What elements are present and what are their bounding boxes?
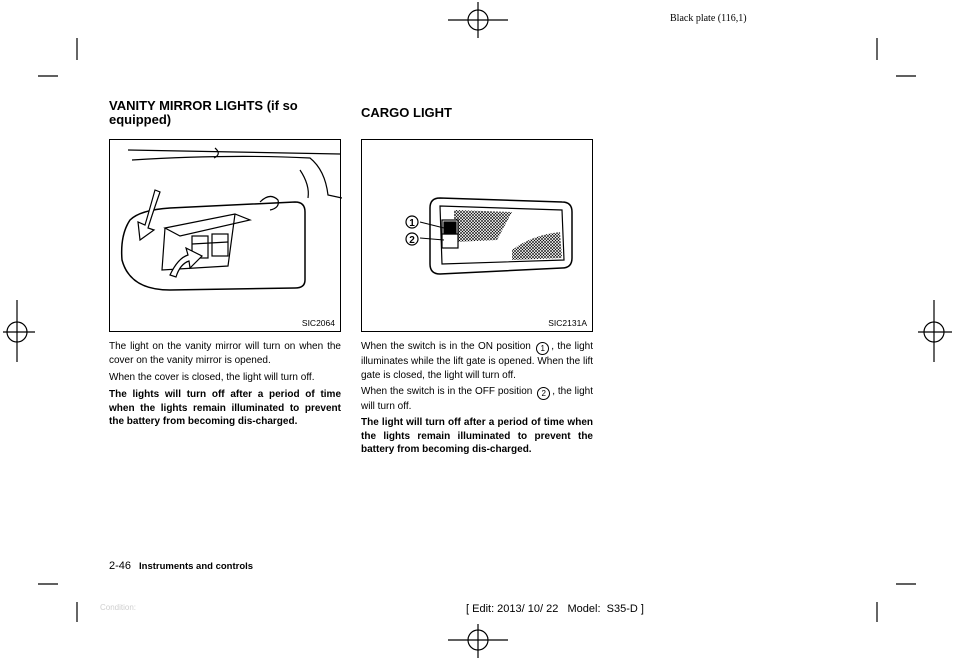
page-number: 2-46 xyxy=(109,560,132,572)
cargo-warning: The light will turn off after a period of time when the lights remain illuminated to prevent the battery from becoming dis-charged. xyxy=(361,417,593,455)
cargo-figure-code: SIC2131A xyxy=(548,318,587,328)
vanity-mirror-illustration xyxy=(110,140,342,333)
plate-label: Black plate (116,1) xyxy=(670,13,747,24)
cargo-p1-end: , the light illuminates while the lift gate is opened. When the lift gate is closed, the light will turn off. xyxy=(361,341,593,381)
vanity-heading: VANITY MIRROR LIGHTS (if so equipped) xyxy=(109,98,298,127)
edit-info: [ Edit: 2013/ 10/ 22 Model: S35-D ] xyxy=(466,603,644,615)
cargo-figure xyxy=(361,139,593,332)
vanity-paragraph-2: When the cover is closed, the light will turn off. xyxy=(109,372,315,383)
condition-label: Condition: xyxy=(100,603,137,612)
cargo-paragraph-1 xyxy=(361,340,593,382)
callout-1-label: 1 xyxy=(409,218,415,229)
vanity-figure-code: SIC2064 xyxy=(301,318,335,328)
cargo-p1-start: When the switch is in the ON position xyxy=(361,341,531,352)
callout-1-inline: 1 xyxy=(536,342,549,355)
vanity-paragraph-1: The light on the vanity mirror will turn on when the cover on the vanity mirror is opened. xyxy=(109,341,341,366)
cargo-paragraph-2 xyxy=(361,385,593,414)
callout-2-label: 2 xyxy=(409,235,415,246)
vanity-warning: The lights will turn off after a period of time when the lights remain illuminated to prevent the battery from becoming dis-charged. xyxy=(109,389,341,427)
vanity-figure xyxy=(109,139,341,332)
cargo-heading: CARGO LIGHT xyxy=(361,105,452,120)
cargo-p2-start: When the switch is in the OFF position xyxy=(361,386,533,397)
cargo-p2-end: , the light will turn off. xyxy=(361,386,593,412)
page-footer xyxy=(109,560,253,572)
section-name: Instruments and controls xyxy=(139,561,254,572)
callout-2-inline: 2 xyxy=(537,387,550,400)
cargo-light-illustration xyxy=(362,140,594,333)
